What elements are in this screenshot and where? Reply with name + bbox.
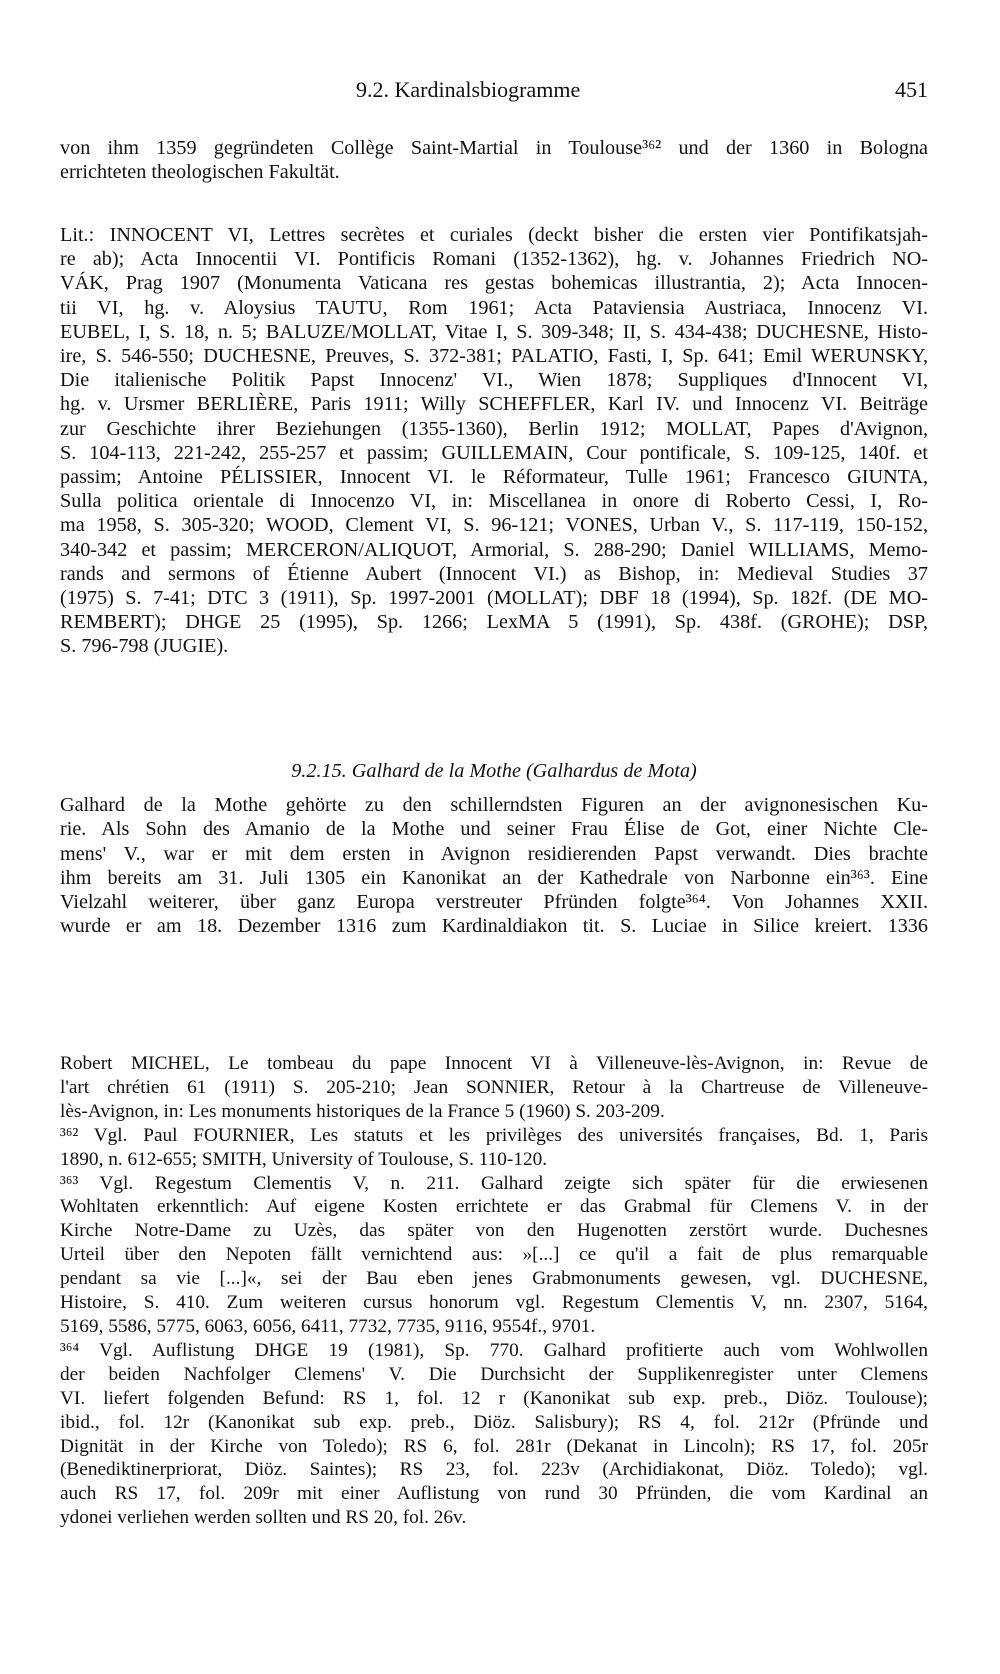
footnotes [60, 1052, 928, 1530]
footnote-line: Robert MICHEL, Le tombeau du pape Innocent VI à Villeneuve-lès-Avignon, in: Revue de [60, 1053, 928, 1074]
text-line: re ab); Acta Innocentii VI. Pontificis Romani (1352-1362), hg. v. Johannes Friedrich NO- [60, 248, 928, 271]
footnote-line: ³⁶⁴ Vgl. Auflistung DHGE 19 (1981), Sp. 770. Galhard profitierte auch vom Wohlwollen [60, 1339, 928, 1361]
text-line: EUBEL, I, S. 18, n. 5; BALUZE/MOLLAT, Vitae I, S. 309-348; II, S. 434-438; DUCHESNE, Histo- [60, 320, 928, 343]
section-title: 9.2.15. Galhard de la Mothe (Galhardus de Mota) [291, 760, 697, 782]
footnote-362 [60, 1124, 928, 1172]
text-line: mens' V., war er mit dem ersten in Avignon residierenden Papst verwandt. Dies brachte [60, 842, 928, 865]
footnote-continuation [60, 1052, 928, 1124]
footnote-line: Dignität in der Kirche von Toledo); RS 6, fol. 281r (Dekanat in Lincoln); RS 17, fol. 205r [60, 1435, 928, 1457]
running-title: 9.2. Kardinalsbiogramme [356, 77, 581, 102]
footnote-line: 1890, n. 612-655; SMITH, University of Toulouse, S. 110-120. [60, 1148, 548, 1170]
text-line: errichteten theologischen Fakultät. [60, 161, 340, 184]
footnote-line: l'art chrétien 61 (1911) S. 205-210; Jean SONNIER, Retour à la Chartreuse de Villeneuve- [60, 1076, 928, 1098]
footnote-line: der beiden Nachfolger Clemens' V. Die Durchsicht der Supplikenregister unter Clemens [60, 1363, 928, 1385]
footnote-line: pendant sa vie [...]«, sei der Bau eben jenes Grabmonuments gewesen, vgl. DUCHESNE, [60, 1268, 928, 1290]
footnote-line: auch RS 17, fol. 209r mit einer Auflistung von rund 30 Pfründen, die vom Kardinal an [60, 1483, 928, 1505]
footnote-line: ydonei verliehen werden sollten und RS 20, fol. 26v. [60, 1507, 467, 1529]
footnote-line: ³⁶² Vgl. Paul FOURNIER, Les statuts et les privilèges des universités françaises, Bd. 1, Paris [60, 1124, 928, 1146]
text-line: Lit.: INNOCENT VI, Lettres secrètes et curiales (deckt bisher die ersten vier Pontifikatsjah- [60, 224, 928, 246]
footnote-line: Kirche Notre-Dame zu Uzès, das später von den Hugenotten zerstört wurde. Duchesnes [60, 1220, 928, 1242]
text-line: tii VI, hg. v. Aloysius TAUTU, Rom 1961; Acta Pataviensia Austriaca, Innocenz VI. [60, 296, 928, 319]
running-header [60, 77, 928, 107]
text-line: REMBERT); DHGE 25 (1995), Sp. 1266; LexMA 5 (1991), Sp. 438f. (GROHE); DSP, [60, 611, 928, 634]
text-line: Vielzahl weiterer, über ganz Europa verstreuter Pfründen folgte³⁶⁴. Von Johannes XXII. [60, 891, 928, 914]
text-line: Galhard de la Mothe gehörte zu den schillerndsten Figuren an der avignonesischen Ku- [60, 794, 928, 817]
text-line: VÁK, Prag 1907 (Monumenta Vaticana res gestas bohemicas illustrantia, 2); Acta Innocen- [60, 272, 928, 295]
footnote-363 [60, 1172, 928, 1339]
text-line: passim; Antoine PÉLISSIER, Innocent VI. le Réformateur, Tulle 1961; Francesco GIUNTA, [60, 466, 928, 489]
footnote-line: ibid., fol. 12r (Kanonikat sub exp. preb., Diöz. Salisbury); RS 4, fol. 212r (Pfründe und [60, 1411, 928, 1433]
text-line: rands and sermons of Étienne Aubert (Innocent VI.) as Bishop, in: Medieval Studies 37 [60, 562, 928, 585]
text-line: ire, S. 546-550; DUCHESNE, Preuves, S. 372-381; PALATIO, Fasti, I, Sp. 641; Emil WERUNSKY, [60, 345, 928, 368]
text-line: wurde er am 18. Dezember 1316 zum Kardinaldiakon tit. S. Luciae in Silice kreiert. 1336 [60, 915, 928, 938]
text-line: 340-342 et passim; MERCERON/ALIQUOT, Armorial, S. 288-290; Daniel WILLIAMS, Memo- [60, 538, 928, 561]
text-line: rie. Als Sohn des Amanio de la Mothe und seiner Frau Élise de Got, einer Nichte Cle- [60, 818, 928, 841]
footnote-line: ³⁶³ Vgl. Regestum Clementis V, n. 211. Galhard zeigte sich später für die erwiesenen [60, 1172, 928, 1194]
text-line: Sulla politica orientale di Innocenzo VI, in: Miscellanea in onore di Roberto Cessi, I, Ro- [60, 490, 928, 513]
literature-paragraph [60, 223, 928, 659]
footnote-364 [60, 1339, 928, 1530]
intro-paragraph [60, 136, 928, 184]
text-line: hg. v. Ursmer BERLIÈRE, Paris 1911; Willy SCHEFFLER, Karl IV. und Innocenz VI. Beiträge [60, 393, 928, 416]
text-line: ma 1958, S. 305-320; WOOD, Clement VI, S. 96-121; VONES, Urban V., S. 117-119, 150-152, [60, 514, 928, 537]
footnote-line: VI. liefert folgenden Befund: RS 1, fol. 12 r (Kanonikat sub exp. preb., Diöz. Toulouse); [60, 1387, 928, 1409]
text-line: S. 104-113, 221-242, 255-257 et passim; GUILLEMAIN, Cour pontificale, S. 109-125, 140f. et [60, 441, 928, 464]
footnote-line: 5169, 5586, 5775, 6063, 6056, 6411, 7732, 7735, 9116, 9554f., 9701. [60, 1315, 596, 1337]
footnote-line: Histoire, S. 410. Zum weiteren cursus honorum vgl. Regestum Clementis V, nn. 2307, 5164, [60, 1292, 928, 1314]
text-line: Die italienische Politik Papst Innocenz' VI., Wien 1878; Suppliques d'Innocent VI, [60, 369, 928, 392]
footnote-line: Urteil über den Nepoten fällt vernichtend aus: »[...] ce qu'il a fait de plus remarquable [60, 1244, 928, 1266]
text-line: ihm bereits am 31. Juli 1305 ein Kanonikat an der Kathedrale von Narbonne ein³⁶³. Eine [60, 866, 928, 889]
footnote-line: lès-Avignon, in: Les monuments historiques de la France 5 (1960) S. 203-209. [60, 1100, 665, 1122]
page-number: 451 [895, 77, 928, 102]
section-15 [60, 759, 928, 938]
footnote-line: Wohltaten erkenntlich: Auf eigene Kosten errichtete er das Grabmal für Clemens V. in der [60, 1196, 928, 1218]
text-line: von ihm 1359 gegründeten Collège Saint-Martial in Toulouse³⁶² und der 1360 in Bologna [60, 137, 928, 159]
text-line: S. 796-798 (JUGIE). [60, 635, 229, 658]
text-line: zur Geschichte ihrer Beziehungen (1355-1360), Berlin 1912; MOLLAT, Papes d'Avignon, [60, 417, 928, 440]
footnote-line: (Benediktinerpriorat, Diöz. Saintes); RS 23, fol. 223v (Archidiakonat, Diöz. Toledo); vgl. [60, 1459, 928, 1481]
text-line: (1975) S. 7-41; DTC 3 (1911), Sp. 1997-2001 (MOLLAT); DBF 18 (1994), Sp. 182f. (DE MO- [60, 587, 928, 610]
